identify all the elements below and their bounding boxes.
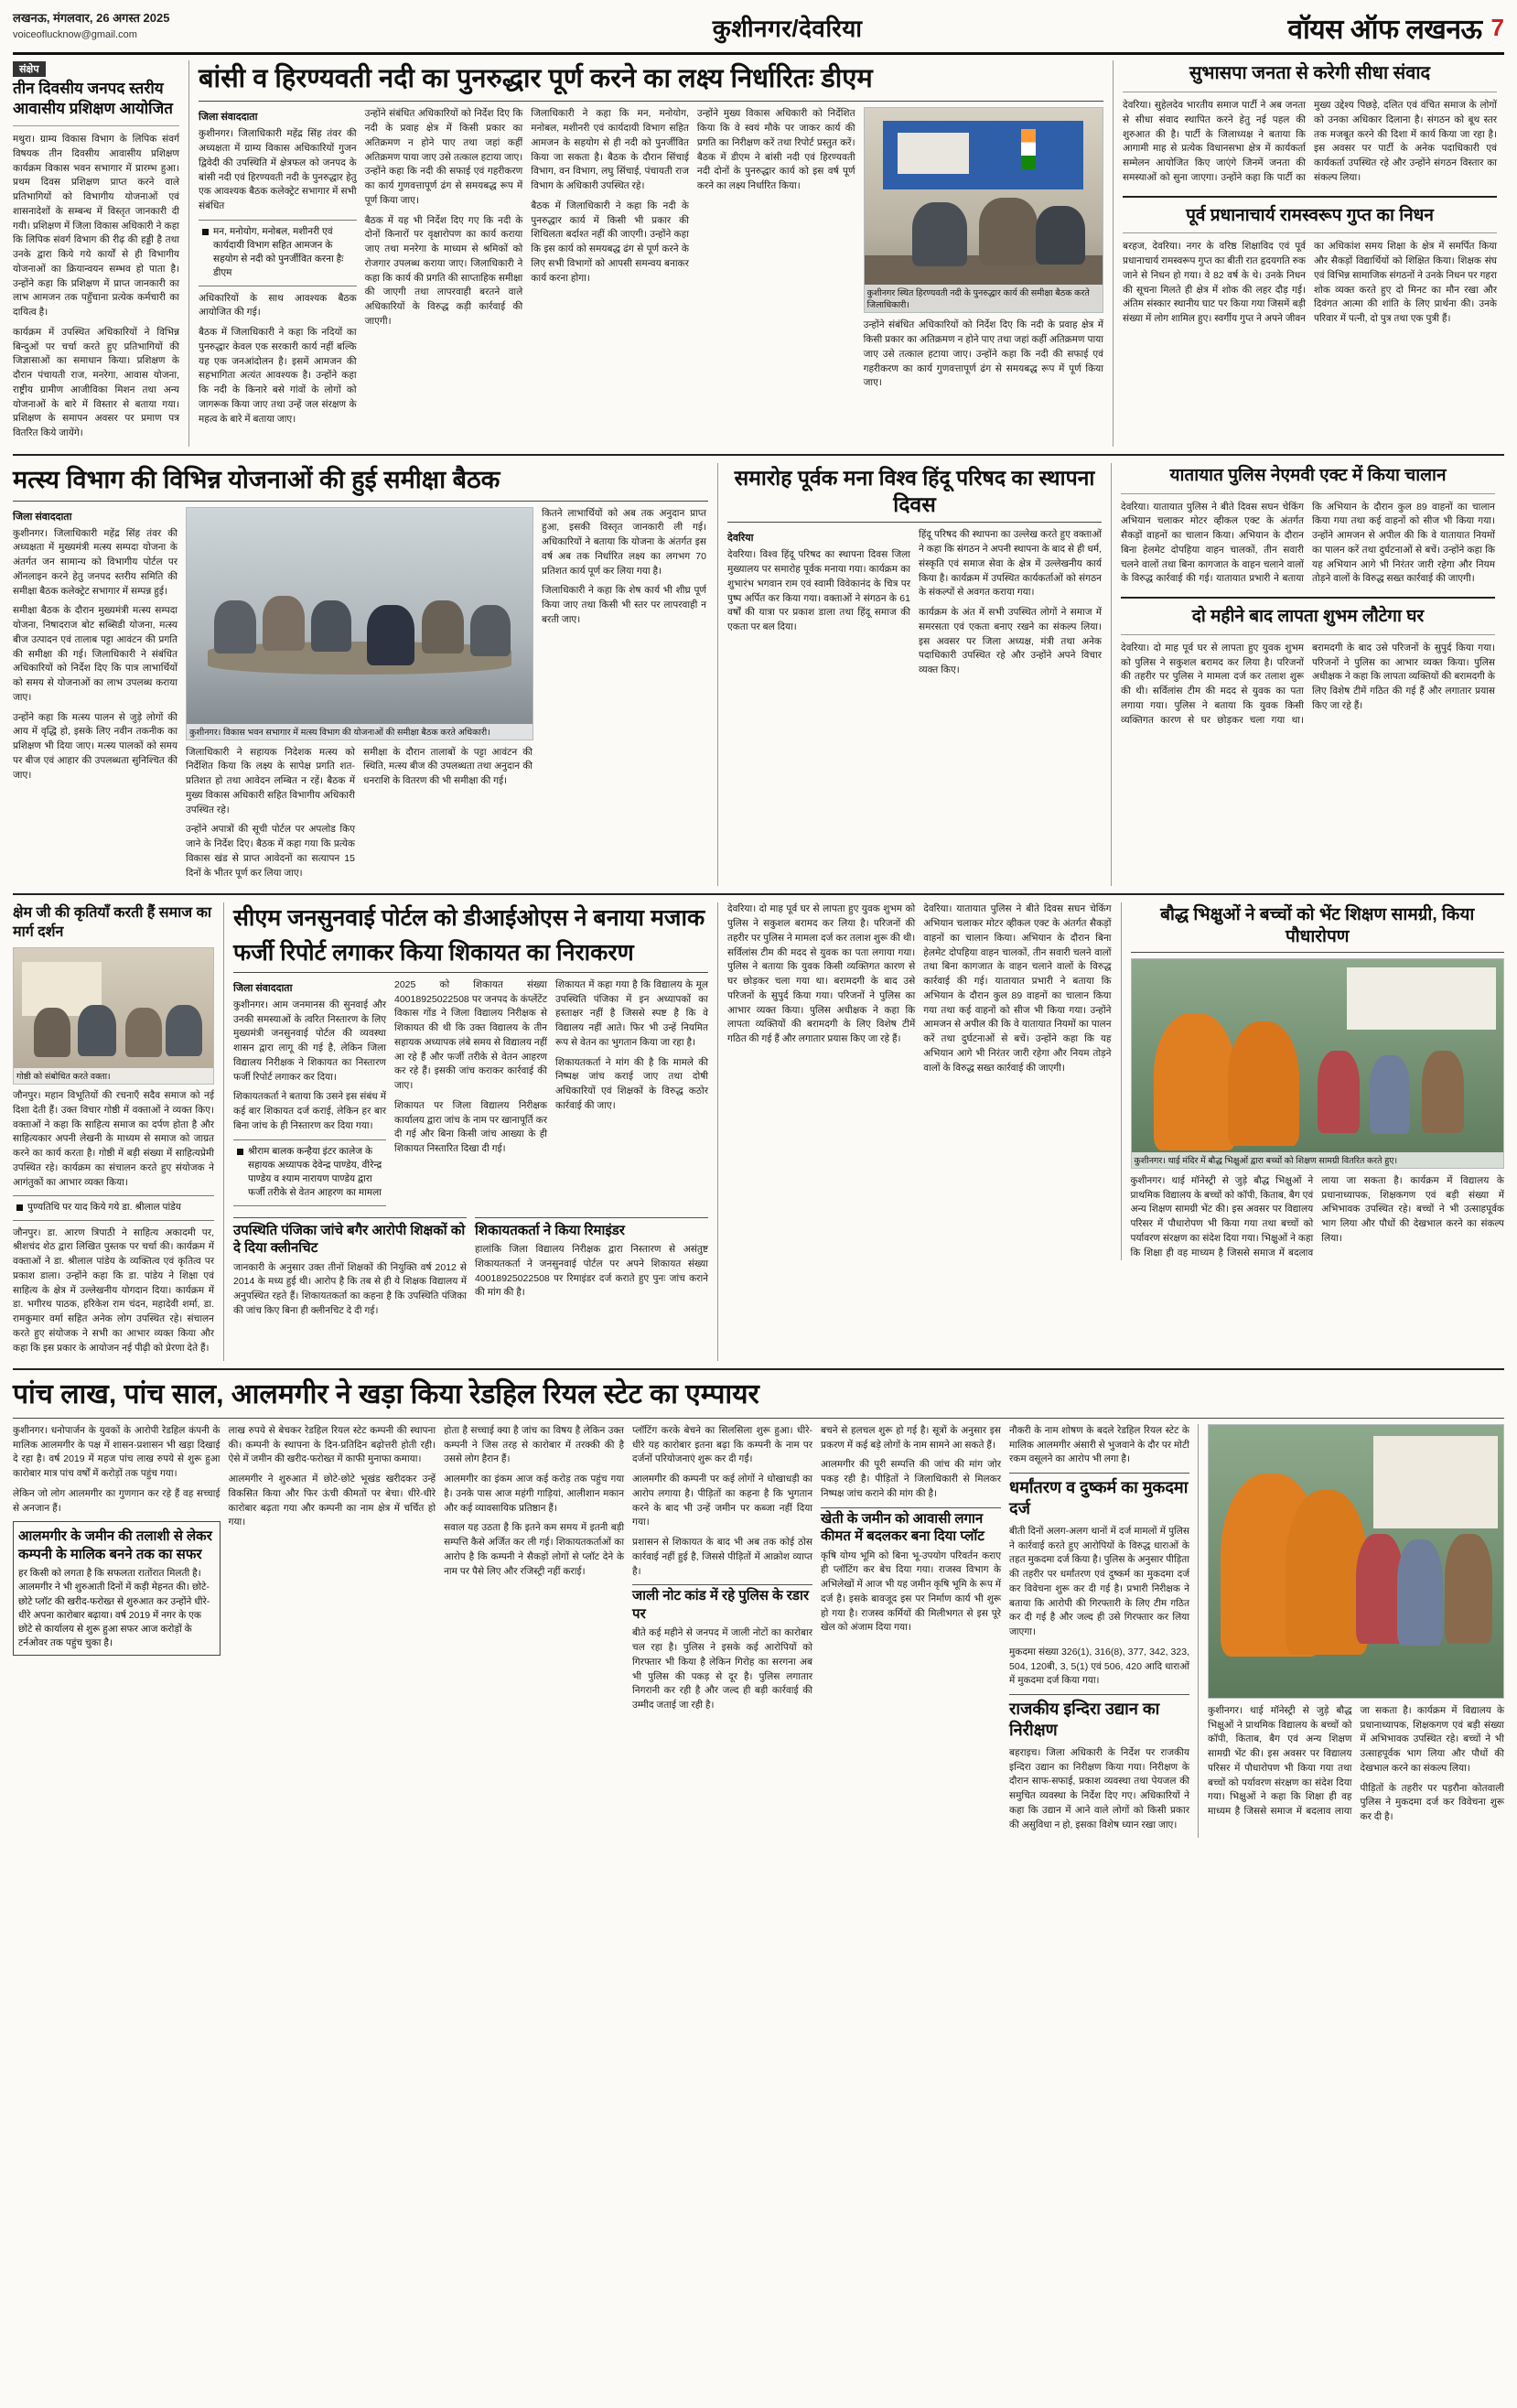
right-rail-low: [717, 902, 1504, 1361]
kshem-headline: क्षेम जी की कृतियाँ करती हैं समाज का मार्ग दर्शन: [13, 905, 212, 941]
fisheries-col-4: [542, 507, 706, 887]
empire-col-2: [229, 1424, 436, 1839]
brief-headline: तीन दिवसीय जनपद स्तरीय आवासीय प्रशिक्षण आयोजित: [13, 80, 173, 118]
empire-box-1: [13, 1521, 221, 1655]
obit-para: बरहज, देवरिया। नगर के वरिष्ठ शिक्षाविद एवं पूर्व प्रधानाचार्य रामस्वरूप गुप्त का बीती रात हृदयगति रुक जाने से निधन हो गया। वे 82 वर्ष के थे। उनके निधन की सूचना मिलते ही क्षेत्र में शोक की लहर दौड़ गई। अंतिम संस्कार स्थानीय घाट पर किया गया जिसमें बड़ी संख्या में लोग शामिल हुए। स्वर्गीय गुप्त ने अपने जीवन का अधिकांश समय शिक्षा के क्षेत्र में समर्पित किया और सैकड़ों विद्यार्थियों को शिक्षित किया। शिक्षक संघ एवं विभिन्न सामाजिक संगठनों ने उनके निधन पर गहरा शोक व्यक्त करते हुए दो मिनट का मौन रखा और दिवंगत आत्मा की शांति के लिए प्रार्थना की। उनके परिवार में पत्नी, दो पुत्र तथा एक पुत्री हैं।: [1123, 241, 1497, 324]
rail-filler-para-2: देवरिया। यातायात पुलिस ने बीते दिवस सघन चेकिंग अभियान चलाकर मोटर व्हीकल एक्ट के अंतर्गत सैकड़ों वाहनों का चालान किया। अभियान के दौरान बिना हेलमेट दोपहिया वाहन चालकों, तीन सवारी चलने वालों तथा बिना कागजात के वाहन चलाने वालों के विरुद्ध कार्रवाई की गई। यातायात प्रभारी ने बताया कि अभियान के दौरान कुल 89 वाहनों का चालान किया गया तथा कई वाहनों को सीज भी किया गया। उन्होंने आमजन से अपील की कि वे यातायात नियमों का पालन करें तथा दुर्घटनाओं से बचें। उन्होंने कहा कि यह अभियान आगे भी निरंतर जारी रहेगा और नियम तोड़ने वालों के विरुद्ध सख्त कार्रवाई की जाएगी।: [923, 903, 1112, 1074]
obit-headline: पूर्व प्रधानाचार्य रामस्वरूप गुप्त का निधन: [1186, 205, 1434, 225]
kshem-photo: [13, 947, 214, 1085]
lead-col-4: [697, 107, 855, 432]
vhp-para-3: कार्यक्रम के अंत में सभी उपस्थित लोगों ने समाज में समरसता एवं एकता बनाए रखने का संकल्प लिया। इस अवसर पर जिला अध्यक्ष, मंत्री तथा अनेक पदाधिकारी उपस्थित रहे और उन्होंने अपने विचार व्यक्त किए।: [919, 607, 1102, 676]
conversion-numbers: मुकदमा संख्या 326(1), 316(8), 377, 342, 323, 504, 120बी, 3, 5(1) एवं 506, 420 आदि धाराओं में मुकदमा दर्ज किया गया।: [1009, 1646, 1189, 1687]
monks-photo-caption: कुशीनगर। थाई मंदिर में बौद्ध भिक्षुओं द्वारा बच्चों को शिक्षण सामग्री वितरित करते हुए।: [1132, 1152, 1504, 1168]
portal-sub-a: [233, 1215, 467, 1324]
kshem-photo-caption: गोष्ठी को संबोधित करते वक्ता।: [14, 1068, 213, 1084]
empire-col-1: [13, 1424, 221, 1839]
masthead-right: [1287, 9, 1504, 47]
brief-para-1: मथुरा। ग्राम्य विकास विभाग के लिपिक संवर्ग विषयक तीन दिवसीय आवासीय प्रशिक्षण कार्यक्रम विकास भवन सभागार में प्रारम्भ हुआ। प्रथम दिवस प्रशिक्षण प्राप्त करने वाले प्रतिभागियों को विभागीय योजनाओं एवं शासनादेशों के सम्बन्ध में विस्तृत जानकारी दी गयी। प्रशिक्षण में जिला विकास अधिकारी ने कहा कि लिपिक संवर्ग विभाग की रीढ़ की हड्डी है तथा उनके द्वारा किये गये कार्यों से ही विभागीय योजनाओं का क्रियान्वयन सम्भव हो पाता है। उन्होंने कहा कि प्रशिक्षण में प्राप्त जानकारी का लाभ आमजन तक पहुँचाना प्रत्येक कर्मचारी का दायित्व है।: [13, 134, 179, 319]
portal-para-1: कुशीनगर। आम जनमानस की सुनवाई और उनकी समस्याओं के त्वरित निस्तारण के लिए मुख्यमंत्री जनसुनवाई पोर्टल की व्यवस्था शासन द्वारा लागू की गई है, लेकिन जिला विद्यालय निरीक्षक ने शिकायत का निस्तारण फर्जी रिपोर्ट लगाकर कर दिया।: [233, 999, 386, 1083]
lead-para-5: बैठक में यह भी निर्देश दिए गए कि नदी के दोनों किनारों पर वृक्षारोपण का कार्य कराया जाए तथा मनरेगा के माध्यम से श्रमिकों को रोजगार उपलब्ध कराया जाए। जिलाधिकारी ने कहा कि कार्य की प्रगति की साप्ताहिक समीक्षा की जाएगी तथा लापरवाही बरतने वाले अधिकारियों के विरुद्ध कड़ी कार्रवाई की जाएगी।: [364, 214, 523, 327]
portal-sub-a-headline: उपस्थिति पंजिका जांचे बगैर आरोपी शिक्षकों को दे दिया क्लीनचिट: [233, 1217, 467, 1258]
empire-para-14: पीड़ितों के तहरीर पर पड़रौना कोतवाली पुलिस ने मुकदमा दर्ज कर विवेचना शुरू कर दी है।: [1360, 1782, 1505, 1822]
fisheries-para-2: समीक्षा बैठक के दौरान मुख्यमंत्री मत्स्य सम्पदा योजना, निषादराज बोट सब्सिडी योजना, मत्स्य बीज उत्पादन एवं तालाब पट्टा आवंटन की प्रगति की समीक्षा की गई। जिलाधिकारी ने संबंधित अधिकारियों को निर्देश दिए कि पात्र लाभार्थियों को समय से योजनाओं का लाभ उपलब्ध कराया जाए।: [13, 605, 178, 703]
right-rail-top: [1113, 60, 1497, 447]
portal-col-2: [394, 978, 547, 1212]
empire-col-3: [444, 1424, 624, 1839]
brief-para-2: कार्यक्रम में उपस्थित अधिकारियों ने विभिन्न बिन्दुओं पर चर्चा करते हुए प्रतिभागियों की जिज्ञासाओं का समाधान किया। प्रशिक्षण के दौरान पंचायती राज, मनरेगा, आवास योजना, राष्ट्रीय ग्रामीण आजीविका मिशन तथा अन्य योजनाओं के बारे में विस्तार से बताया गया। प्रशिक्षण के समापन अवसर पर प्रमाण पत्र वितरित किये जायेंगे।: [13, 326, 179, 439]
sidebar-brief: [13, 60, 179, 447]
portal-sub-b-headline: शिकायतकर्ता ने किया रिमाइंडर: [475, 1217, 708, 1240]
vhp-col-1: [727, 528, 910, 684]
right-rail-mid: [1111, 463, 1495, 887]
brief-tag: संक्षेप: [13, 61, 46, 77]
lead-para-2: अधिकारियों के साथ आवश्यक बैठक आयोजित की गई।: [199, 292, 357, 319]
bullet-square-icon: [237, 1149, 243, 1155]
portal-col-1: [233, 978, 386, 1212]
portal-headline-1: सीएम जनसुनवाई पोर्टल को डीआईओएस ने बनाया मजाक: [233, 905, 705, 932]
monks-photo-2: [1208, 1424, 1504, 1699]
fisheries-col-3: [363, 746, 533, 887]
lead-byline: जिला संवाददाता: [199, 112, 258, 124]
lead-bullet: [199, 220, 357, 286]
second-band: [13, 463, 1504, 887]
fisheries-photo-col: [186, 507, 533, 887]
fisheries-para-3: उन्होंने कहा कि मत्स्य पालन से जुड़े लोगों की आय में वृद्धि हो, इसके लिए नवीन तकनीक का प्रशिक्षण भी दिया जाए। मत्स्य पालकों को समय पर बीज एवं आहार की उपलब्धता सुनिश्चित की जाए।: [13, 711, 178, 781]
portal-sub-b-para: हालांकि जिला विद्यालय निरीक्षक द्वारा निस्तारण से असंतुष्ट शिकायतकर्ता ने जनसुनवाई पोर्टल पर अपने शिकायत संख्या 40018925022508 पर रिमाइंडर दर्ज कराते हुए पुनः जांच कराने की मांग की है।: [475, 1244, 708, 1299]
conversion-headline: धर्मांतरण व दुष्कर्म का मुकदमा दर्ज: [1009, 1473, 1189, 1520]
note-headline: जाली नोट कांड में रहे पुलिस के रडार पर: [632, 1588, 809, 1622]
lead-para-4: उन्होंने संबंधित अधिकारियों को निर्देश दिए कि नदी के प्रवाह क्षेत्र में किसी प्रकार का अतिक्रमण न होने पाए तथा जहां कहीं अतिक्रमण पाया जाए उसे तत्काल हटाया जाए। उन्होंने कहा कि नदी की सफाई एवं गहरीकरण का कार्य गुणवत्तापूर्ण ढंग से समयबद्ध रूप में पूर्ण किया जाए।: [364, 108, 523, 206]
masthead-edition: कुशीनगर/देवरिया: [712, 15, 863, 42]
masthead-logo: वॉयस ऑफ लखनऊ: [1287, 15, 1482, 45]
lead-photo-para: उन्होंने संबंधित अधिकारियों को निर्देश दिए कि नदी के प्रवाह क्षेत्र में किसी प्रकार का अतिक्रमण न होने पाए तथा जहां कहीं अतिक्रमण पाया जाए उसे तत्काल हटाया जाए। उन्होंने कहा कि नदी की सफाई एवं गहरीकरण का कार्य गुणवत्तापूर्ण ढंग से समयबद्ध रूप में पूर्ण किया जाए।: [863, 319, 1103, 389]
empire-para-5: होता है सच्चाई क्या है जांच का विषय है लेकिन उक्त कम्पनी ने जिस तरह से कारोबार में तरक्की की है उससे लोग हैरान हैं।: [444, 1424, 625, 1465]
traffic-body: [1121, 501, 1495, 590]
empire-col-5: [821, 1424, 1001, 1839]
kshem-para: जौनपुर। महान विभूतियों की रचनाएँ सदैव समाज को नई दिशा देती हैं। उक्त विचार गोष्ठी में वक्ताओं ने व्यक्त किए। वक्ताओं ने कहा कि साहित्य समाज का दर्पण होता है और साहित्यकार अपनी लेखनी के माध्यम से समाज को जाग्रत करने का कार्य करता है। गोष्ठी में बड़ी संख्या में साहित्यप्रेमी उपस्थित रहे। कार्यक्रम का संचालन करते हुए संयोजक ने आगंतुकों का आभार व्यक्त किया।: [13, 1090, 214, 1188]
kshem-sub-para: जौनपुर। डा. आरण त्रिपाठी ने साहित्य अकादमी पर, श्रीशचंद शेठ द्वारा लिखित पुस्तक पर चर्चा की। कार्यक्रम में वक्ताओं ने डा. श्रीलाल पांडेय के व्यक्तित्व एवं कृतित्व पर प्रकाश डाला। उन्होंने कहा कि डा. पांडेय ने शिक्षा एवं साहित्य के क्षेत्र में उल्लेखनीय योगदान दिया। कार्यक्रम में डा. भगीरथ पाठक, हरिकेश राम चंदन, महादेवी शर्मा, डा. रामकुमार वर्मा सहित अनेक लोग उपस्थित रहे। संचालन करते हुए संयोजक ने सभी का आभार व्यक्त किया और कहा कि इस प्रकार के आयोजन नई पीढ़ी को प्रेरणा देते हैं।: [13, 1226, 214, 1354]
fisheries-story: [13, 463, 708, 887]
park-headline: राजकीय इन्दिरा उद्यान का निरीक्षण: [1009, 1694, 1189, 1742]
fisheries-photo: [186, 507, 533, 740]
fisheries-col-1: [13, 507, 178, 887]
lead-para-8: उन्होंने मुख्य विकास अधिकारी को निर्देशित किया कि वे स्वयं मौके पर जाकर कार्य की प्रगति का निरीक्षण करें तथा रिपोर्ट प्रस्तुत करें। बैठक में डीएम ने बांसी नदी एवं हिरण्यवती नदी दोनों के पुनरुद्धार कार्य को इस वर्ष पूर्ण करने का लक्ष्य निर्धारित किया।: [696, 108, 855, 191]
empire-col-4: [632, 1424, 812, 1839]
empire-sub-land: [821, 1507, 1001, 1636]
kshem-story: [13, 902, 214, 1361]
fisheries-byline: जिला संवाददाता: [13, 511, 72, 523]
fisheries-para-4: जिलाधिकारी ने सहायक निदेशक मत्स्य को निर्देशित किया कि लक्ष्य के सापेक्ष प्रगति शत-प्रतिशत हो तथा आवेदन लम्बित न रहें। बैठक में मुख्य विकास अधिकारी सहित विभागीय अधिकारी उपस्थित रहे।: [186, 746, 355, 815]
monks-photo: [1131, 958, 1505, 1169]
monks-para: कुशीनगर। थाई मॉनेस्ट्री से जुड़े बौद्ध भिक्षुओं ने प्राथमिक विद्यालय के बच्चों को कॉपी, किताब, बैग एवं अन्य शिक्षण सामग्री भेंट की। इस अवसर पर विद्यालय परिसर में पौधारोपण भी किया गया तथा बच्चों को पर्यावरण संरक्षण का संदेश दिया गया। भिक्षुओं ने कहा कि शिक्षा ही वह माध्यम है जिससे समाज में बदलाव लाया जा सकता है। कार्यक्रम में विद्यालय के प्रधानाध्यापक, शिक्षकगण एवं बड़ी संख्या में अभिभावक उपस्थित रहे। बच्चों ने भी उत्साहपूर्वक भाग लिया और पौधों की देखभाल करने का संकल्प लिया।: [1130, 1174, 1504, 1258]
portal-story: [223, 902, 708, 1361]
empire-para-11: बचने से हलचल शुरू हो गई है। सूत्रों के अनुसार इस प्रकरण में कई बड़े लोगों के नाम सामने आ सकते हैं।: [821, 1424, 1002, 1451]
lead-para-1: कुशीनगर। जिलाधिकारी महेंद्र सिंह तंवर की अध्यक्षता में ग्राम्य विकास अधिकारियों गुजन द्विवेदी की उपस्थिति में क्षेत्रफल को जनपद के बांसी नदी एवं हिरण्यवती नदी के पुनरुद्धार हेतु एक आवश्यक बैठक कलेक्ट्रेट सभागार में सभी संबंधित: [199, 128, 357, 211]
lead-story: [188, 60, 1103, 447]
empire-para-3: लाख रुपये से बेचकर रेडहिल रियल स्टेट कम्पनी की स्थापना की। कम्पनी के स्थापना के दिन-प्रतिदिन बढ़ोत्तरी होती रही। ऐसे में जमीन की खरीद-फरोख्त में काफी मुनाफा कमाया।: [228, 1424, 436, 1465]
rail-filler: [727, 902, 1112, 1260]
masthead: [13, 9, 1504, 55]
portal-col-3: [555, 978, 708, 1212]
masthead-date: लखनऊ, मंगलवार, 26 अगस्त 2025: [13, 11, 170, 25]
masthead-left: [13, 9, 287, 42]
portal-sub-a-para: जानकारी के अनुसार उक्त तीनों शिक्षकों की नियुक्ति वर्ष 2012 से 2014 के मध्य हुई थी। आरोप है कि तब से ही ये शिक्षक विद्यालय में अनुपस्थित रहते हैं। शिकायतकर्ता का कहना है कि उपस्थिति पंजिका की जांच किए बिना ही क्लीनचिट दे दी गई।: [233, 1261, 467, 1316]
empire-col-7: [1198, 1424, 1504, 1839]
empire-col-6: [1009, 1424, 1189, 1839]
lead-headline: बांसी व हिरण्यवती नदी का पुनरुद्धार पूर्ण करने का लक्ष्य निर्धारितः डीएम: [199, 62, 1103, 102]
empire-para-2: लेकिन जो लोग आलमगीर का गुणगान कर रहे हैं वह सच्चाई से अनजान हैं।: [13, 1487, 221, 1514]
kshem-sub-headline: पुण्यतिथि पर याद किये गये डा. श्रीलाल पांडेय: [27, 1202, 181, 1214]
empire-sub-note: [632, 1584, 812, 1713]
subhaspa-body: [1123, 99, 1497, 189]
lead-col-1: [199, 107, 357, 432]
empire-headline: पांच लाख, पांच साल, आलमगीर ने खड़ा किया रेडहिल रियल स्टेट का एम्पायर: [13, 1377, 1504, 1419]
portal-para-5: शिकायत में कहा गया है कि विद्यालय के मूल उपस्थिति पंजिका में इन अध्यापकों का हस्ताक्षर नहीं है जिससे स्पष्ट है कि वे विद्यालय नहीं आते। फिर भी उन्हें नियमित रूप से वेतन का भुगतान किया जा रहा है।: [555, 978, 708, 1048]
monks-para-2: कुशीनगर। थाई मॉनेस्ट्री से जुड़े बौद्ध भिक्षुओं ने प्राथमिक विद्यालय के बच्चों को कॉपी, किताब, बैग एवं अन्य शिक्षण सामग्री भेंट की। इस अवसर पर विद्यालय परिसर में पौधारोपण भी किया गया तथा बच्चों को पर्यावरण संरक्षण का संदेश दिया गया। भिक्षुओं ने कहा कि शिक्षा ही वह माध्यम है जिससे समाज में बदलाव लाया जा सकता है। कार्यक्रम में विद्यालय के प्रधानाध्यापक, शिक्षकगण एवं बड़ी संख्या में अभिभावक उपस्थित रहे। बच्चों ने भी उत्साहपूर्वक भाग लिया और पौधों की देखभाल करने का संकल्प लिया।: [1208, 1704, 1505, 1817]
fisheries-col-2: [186, 746, 355, 887]
fisheries-para-8: जिलाधिकारी ने कहा कि शेष कार्य भी शीघ्र पूर्ण किया जाए तथा किसी भी स्तर पर लापरवाही न बरती जाए।: [542, 585, 706, 625]
vhp-byline: देवरिया: [727, 533, 754, 545]
fisheries-para-5: उन्होंने अपात्रों की सूची पोर्टल पर अपलोड किए जाने के निर्देश दिए। बैठक में कहा गया कि प्रत्येक विकास खंड से प्राप्त आवेदनों का सत्यापन 15 दिनों के भीतर पूर्ण कर लिया जाए।: [186, 824, 355, 879]
fisheries-para-6: समीक्षा के दौरान तालाबों के पट्टा आवंटन की स्थिति, मत्स्य बीज की उपलब्धता तथा अनुदान की धनराशि के वितरण की भी समीक्षा की गई।: [363, 746, 533, 787]
empire-para-9: आलमगीर की कम्पनी पर कई लोगों ने धोखाधड़ी का आरोप लगाया है। पीड़ितों का कहना है कि भुगतान करने के बाद भी उन्हें जमीन पर कब्जा नहीं दिया गया।: [632, 1474, 813, 1528]
land-para: कृषि योग्य भूमि को बिना भू-उपयोग परिवर्तन कराए ही प्लॉटिंग कर बेच दिया गया। राजस्व विभाग के अभिलेखों में आज भी यह जमीन कृषि भूमि के रूप में दर्ज है। इसके बावजूद इस पर निर्माण कार्य भी शुरू हो गया है। राजस्व कर्मियों की मिलीभगत से इस पूरे खेल को अंजाम दिया गया।: [821, 1550, 1002, 1634]
empire-para-7: सवाल यह उठता है कि इतने कम समय में इतनी बड़ी सम्पत्ति कैसे अर्जित कर ली गई। शिकायतकर्ताओं का आरोप है कि कम्पनी ने सैकड़ों लोगों से प्लॉट देने के नाम पर पैसे लिए और रजिस्ट्री नहीं कराई।: [444, 1522, 625, 1577]
monks-story: [1121, 902, 1505, 1260]
fisheries-para-1: कुशीनगर। जिलाधिकारी महेंद्र सिंह तंवर की अध्यक्षता में मुख्यमंत्री मत्स्य सम्पदा योजना के अंतर्गत जन सामान्य को विभागीय पोर्टल पर ऑनलाइन करने हेतु जनपद स्तरीय समिति की समीक्षा बैठक कलेक्ट्रेट सभागार में सम्पन्न हुई।: [13, 527, 178, 597]
portal-para-2: शिकायतकर्ता ने बताया कि उसने इस संबंध में कई बार शिकायत दर्ज कराई, लेकिन हर बार बिना जांच के ही निस्तारण कर दिया गया।: [233, 1091, 386, 1131]
third-band: [13, 902, 1504, 1361]
subhaspa-para: देवरिया। सुहेलदेव भारतीय समाज पार्टी ने अब जनता से सीधा संवाद स्थापित करने हेतु नई पहल की शुरुआत की है। पार्टी के जिलाध्यक्ष ने बताया कि आगामी माह से प्रत्येक विधानसभा क्षेत्र में कार्यकर्ता सम्मेलन आयोजित किए जाएंगे जिनमें जनता की समस्याओं को सुना जाएगा। उन्होंने कहा कि पार्टी का मुख्य उद्देश्य पिछड़े, दलित एवं वंचित समाज के लोगों को उनका अधिकार दिलाना है। संगठन को बूथ स्तर तक मजबूत करने की दिशा में कार्य किया जा रहा है। इस अवसर पर पार्टी के अनेक पदाधिकारी एवं कार्यकर्ता उपस्थित रहे और उन्होंने संगठन विस्तार का संकल्प लिया।: [1123, 100, 1497, 183]
vhp-headline: समारोह पूर्वक मना विश्व हिंदू परिषद का स्थापना दिवस: [727, 465, 1102, 524]
portal-para-3: 2025 को शिकायत संख्या 40018925022508 पर जनपद के कंप्लेंटेंट विकास गोंड ने जिला विद्यालय निरीक्षक से शिकायत की थी कि उक्त विद्यालय के तीन सहायक अध्यापक लंबे समय से विद्यालय नहीं आ रहे हैं और फर्जी तरीके से वेतन आहरण कर रहे हैं। इसकी जांच कराकर कार्रवाई की जाए।: [394, 978, 547, 1092]
missing-body: [1121, 642, 1495, 729]
land-headline: खेती के जमीन को आवासी लगान कीमत में बदलकर बना दिया प्लॉट: [821, 1510, 984, 1544]
fisheries-photo-caption: कुशीनगर। विकास भवन सभागार में मत्स्य विभाग की योजनाओं की समीक्षा बैठक करते अधिकारी।: [187, 724, 533, 740]
empire-para-13: नौकरी के नाम शोषण के बदले रेडहिल रियल स्टेट के मालिक आलमगीर अंसारी से भुजवाने के दौर पर मोटी रकम वसूलने का आरोप भी लगा है।: [1009, 1424, 1189, 1465]
missing-headline: दो महीने बाद लापता शुभम लौटेगा घर: [1191, 607, 1425, 627]
park-para: बहराइच। जिला अधिकारी के निर्देश पर राजकीय इन्दिरा उद्यान का निरीक्षण किया गया। निरीक्षण के दौरान साफ-सफाई, प्रकाश व्यवस्था तथा पेयजल की समुचित व्यवस्था के निर्देश दिए गए। अधिकारियों ने कहा कि उद्यान में आने वाले लोगों को किसी प्रकार की असुविधा न हो, इसका विशेष ध्यान रखा जाए।: [1009, 1746, 1189, 1830]
portal-para-4: शिकायत पर जिला विद्यालय निरीक्षक कार्यालय द्वारा जांच के नाम पर खानापूर्ति कर दी गई और बिना किसी जांच आख्या के ही शिकायत निस्तारित दिखा दी गई।: [394, 1099, 547, 1155]
lead-photo: [864, 107, 1103, 313]
empire-para-8: प्लॉटिंग करके बेचने का सिलसिला शुरू हुआ। धीरे-धीरे यह कारोबार इतना बढ़ा कि कम्पनी के नाम पर दर्जनों परियोजनाएं शुरू कर दी गईं।: [632, 1424, 813, 1465]
lead-photo-col: [864, 107, 1103, 432]
portal-headline-2: फर्जी रिपोर्ट लगाकर किया शिकायत का निराकरण: [233, 939, 708, 973]
missing-para: देवरिया। दो माह पूर्व घर से लापता हुए युवक शुभम को पुलिस ने सकुशल बरामद कर लिया है। परिजनों की तहरीर पर पुलिस ने मामला दर्ज कर तलाश शुरू की थी। सर्विलांस टीम की मदद से युवक का पता लगाया गया। पुलिस ने बताया कि युवक किसी व्यक्तिगत कारण से घर छोड़कर चला गया था। बरामदगी के बाद उसे परिजनों के सुपुर्द किया गया। परिजनों ने पुलिस का आभार व्यक्त किया। पुलिस अधीक्षक ने कहा कि लापता व्यक्तियों की बरामदगी के लिए विशेष टीमें गठित की गई हैं और लगातार प्रयास किए जा रहे हैं।: [1121, 642, 1495, 726]
empire-box-1-text: हर किसी को लगता है कि सफलता रातोंरात मिलती है। आलमगीर ने भी शुरुआती दिनों में कड़ी मेहनत की। छोटे-छोटे प्लॉट की खरीद-फरोख्त से शुरुआत कर उन्होंने धीरे-धीरे अपना कारोबार बढ़ाया। वर्ष 2019 में नगर के एक छोटे से कार्यालय से शुरू हुआ सफर आज करोड़ों के टर्नओवर तक पहुंच चुका है।: [18, 1568, 210, 1649]
vhp-para-2: हिंदू परिषद की स्थापना का उल्लेख करते हुए वक्ताओं ने कहा कि संगठन ने अपनी स्थापना के बाद से ही धर्म, संस्कृति एवं समाज सेवा के क्षेत्र में उल्लेखनीय कार्य किया है। कार्यक्रम में उपस्थित कार्यकर्ताओं को संगठन के संकल्पों से अवगत कराया गया।: [919, 529, 1102, 599]
monks-headline: बौद्ध भिक्षुओं ने बच्चों को भेंट शिक्षण सामग्री, किया पौधारोपण: [1131, 904, 1505, 953]
conversion-para: बीती दिनों अलग-अलग थानों में दर्ज मामलों में पुलिस ने कार्रवाई करते हुए आरोपियों के विरुद्ध धाराओं के तहत मुकदमा दर्ज किया है। पुलिस के अनुसार पीड़िता की तहरीर पर धर्मांतरण एवं दुष्कर्म का मुकदमा दर्ज कर विवेचना शुरू कर दी गई है। प्रभारी निरीक्षक ने बताया कि आरोपी की गिरफ्तारी के लिए टीम गठित कर दी गई है और जल्द ही उसे गिरफ्तार कर लिया जाएगा।: [1009, 1525, 1189, 1638]
empire-story: [13, 1377, 1504, 1838]
portal-sub-b: [475, 1215, 708, 1324]
portal-para-6: शिकायतकर्ता ने मांग की है कि मामले की निष्पक्ष जांच कराई जाए तथा दोषी अधिकारियों एवं शिक्षकों के विरुद्ध कठोर कार्रवाई की जाए।: [555, 1056, 708, 1111]
lead-photo-caption: कुशीनगर स्थित हिरण्यवती नदी के पुनरुद्धार कार्य की समीक्षा बैठक करते जिलाधिकारी।: [865, 285, 1103, 312]
empire-para-4: आलमगीर ने शुरुआत में छोटे-छोटे भूखंड खरीदकर उन्हें विकसित किया और फिर ऊंची कीमतों पर बेचा। धीरे-धीरे कारोबार बढ़ता गया और कम्पनी का नाम क्षेत्र में चर्चित हो गया।: [228, 1474, 436, 1528]
vhp-para-1: देवरिया। विश्व हिंदू परिषद का स्थापना दिवस जिला मुख्यालय पर समारोह पूर्वक मनाया गया। कार्यक्रम का शुभारंभ भगवान राम एवं स्वामी विवेकानंद के चित्र पर पुष्प अर्पित कर किया गया। वक्ताओं ने संगठन के 61 वर्षों की यात्रा पर प्रकाश डाला तथा हिंदू समाज की एकता पर बल दिया।: [727, 549, 910, 633]
empire-para-1: कुशीनगर। धनोपार्जन के युवकों के आरोपी रेडहिल कंपनी के मालिक आलमगीर के पक्ष में शासन-प्रशासन भी खड़ा दिखाई दे रहा है। वर्ष 2019 में महज पांच लाख रुपये से शुरू हुआ कारोबार मात्र पांच वर्षों में करोड़ों तक पहुंच गया।: [13, 1424, 221, 1479]
empire-para-6: आलमगीर का इंकम आज कई करोड़ तक पहुंच गया है। उनके पास आज महंगी गाड़ियां, आलीशान मकान और कई व्यावसायिक प्रतिष्ठान हैं।: [444, 1474, 625, 1514]
fisheries-para-7: कितने लाभार्थियों को अब तक अनुदान प्राप्त हुआ, इसकी विस्तृत जानकारी ली गई। अधिकारियों ने बताया कि योजना के अंतर्गत इस वर्ष अब तक निर्धारित लक्ष्य का लगभग 70 प्रतिशत कार्य पूर्ण कर लिया गया है।: [542, 507, 706, 577]
lead-para-3: बैठक में जिलाधिकारी ने कहा कि नदियों का पुनरुद्धार केवल एक सरकारी कार्य नहीं बल्कि यह एक जनआंदोलन है। इसमें आमजन की सहभागिता अत्यंत आवश्यक है। उन्होंने कहा कि नदी के किनारे बसे गांवों के लोगों को जागरूक किया जाए तथा उन्हें जल संरक्षण के महत्व के बारे में बताया जाए।: [199, 327, 357, 425]
portal-byline: जिला संवाददाता: [233, 982, 293, 994]
rail-filler-para: देवरिया। दो माह पूर्व घर से लापता हुए युवक शुभम को पुलिस ने सकुशल बरामद कर लिया है। परिजनों की तहरीर पर पुलिस ने मामला दर्ज कर तलाश शुरू की थी। सर्विलांस टीम की मदद से युवक का पता लगाया गया। पुलिस ने बताया कि युवक किसी व्यक्तिगत कारण से घर छोड़कर चला गया था। बरामदगी के बाद उसे परिजनों के सुपुर्द किया गया। परिजनों ने पुलिस का आभार व्यक्त किया। पुलिस अधीक्षक ने कहा कि लापता व्यक्तियों की बरामदगी के लिए विशेष टीमें गठित की गई हैं और लगातार प्रयास किए जा रहे हैं।: [727, 903, 916, 1045]
bullet-square-icon: [202, 229, 209, 235]
traffic-headline: यातायात पुलिस नेएमवी एक्ट में किया चालान: [1169, 465, 1447, 485]
vhp-story: [717, 463, 1102, 887]
empire-box-1-headline: आलमगीर के जमीन की तलाशी से लेकर कम्पनी के मालिक बनने तक का सफर: [18, 1528, 212, 1562]
lead-col-3: [531, 107, 689, 432]
masthead-email: voiceoflucknow@gmail.com: [13, 28, 137, 40]
vhp-col-2: [919, 528, 1102, 684]
empire-para-10: प्रशासन से शिकायत के बाद भी अब तक कोई ठोस कार्रवाई नहीं हुई है, जिससे पीड़ितों में आक्रोश व्याप्त है।: [632, 1537, 813, 1577]
lead-para-6: जिलाधिकारी ने कहा कि मन, मनोयोग, मनोबल, मशीनरी एवं कार्यदायी विभाग सहित आमजन के सहयोग से ही नदी को पुनर्जीवित किया जा सकता है। बैठक के दौरान सिंचाई विभाग, वन विभाग, लघु सिंचाई, पंचायती राज विभाग के अधिकारी उपस्थित रहे।: [531, 108, 689, 191]
note-para: बीते कई महीने से जनपद में जाली नोटों का कारोबार चल रहा है। पुलिस ने इसके कई आरोपियों को गिरफ्तार भी किया है लेकिन गिरोह का सरगना अब भी पुलिस की पकड़ से दूर है। पुलिस लगातार निगरानी कर रही है और जल्द ही बड़ी कार्रवाई की उम्मीद जताई जा रही है।: [632, 1627, 813, 1711]
lead-col-2: [365, 107, 523, 432]
traffic-para: देवरिया। यातायात पुलिस ने बीते दिवस सघन चेकिंग अभियान चलाकर मोटर व्हीकल एक्ट के अंतर्गत सैकड़ों वाहनों का चालान किया। अभियान के दौरान बिना हेलमेट दोपहिया वाहन चालकों, तीन सवारी चलने वालों तथा बिना कागजात के वाहन चलाने वालों के विरुद्ध कार्रवाई की गई। यातायात प्रभारी ने बताया कि अभियान के दौरान कुल 89 वाहनों का चालान किया गया तथा कई वाहनों को सीज भी किया गया। उन्होंने आमजन से अपील की कि वे यातायात नियमों का पालन करें तथा दुर्घटनाओं से बचें। उन्होंने कहा कि यह अभियान आगे भी निरंतर जारी रहेगा और नियम तोड़ने वालों के विरुद्ध सख्त कार्रवाई की जाएगी।: [1121, 501, 1495, 585]
kshem-sub-bullet: [13, 1195, 214, 1220]
brief-body: [13, 133, 179, 441]
portal-bullet: [233, 1139, 386, 1206]
empire-para-12: आलमगीर की पूरी सम्पत्ति की जांच की मांग जोर पकड़ रही है। पीड़ितों ने जिलाधिकारी से मिलकर निष्पक्ष जांच कराने की मांग की है।: [821, 1459, 1002, 1499]
obit-body: [1123, 240, 1497, 329]
portal-bullet-text: श्रीराम बालक कन्हैया इंटर कालेज के सहायक अध्यापक देवेन्द्र पाण्डेय, वीरेन्द्र पाण्डेय व श्याम नारायण पाण्डेय द्वारा फर्जी तरीके से वेतन आहरण का मामला: [248, 1145, 382, 1199]
bullet-square-icon: [16, 1204, 23, 1211]
subhaspa-headline: सुभासपा जनता से करेगी सीधा संवाद: [1189, 63, 1431, 83]
lead-bullet-text: मन, मनोयोग, मनोबल, मशीनरी एवं कार्यदायी विभाग सहित आमजन के सहयोग से नदी को पुनर्जीवित करना हैः डीएम: [213, 225, 344, 279]
page-number: 7: [1490, 14, 1504, 41]
top-band: [13, 60, 1504, 447]
lead-para-7: बैठक में जिलाधिकारी ने कहा कि नदी के पुनरुद्धार कार्य में किसी भी प्रकार की शिथिलता बर्दाश्त नहीं की जाएगी। उन्होंने कहा कि इस कार्य को समयबद्ध ढंग से पूर्ण करने के लिए सभी विभागों को आपसी समन्वय बनाकर कार्य करना होगा।: [531, 200, 689, 284]
fisheries-headline: मत्स्य विभाग की विभिन्न योजनाओं की हुई समीक्षा बैठक: [13, 465, 708, 502]
